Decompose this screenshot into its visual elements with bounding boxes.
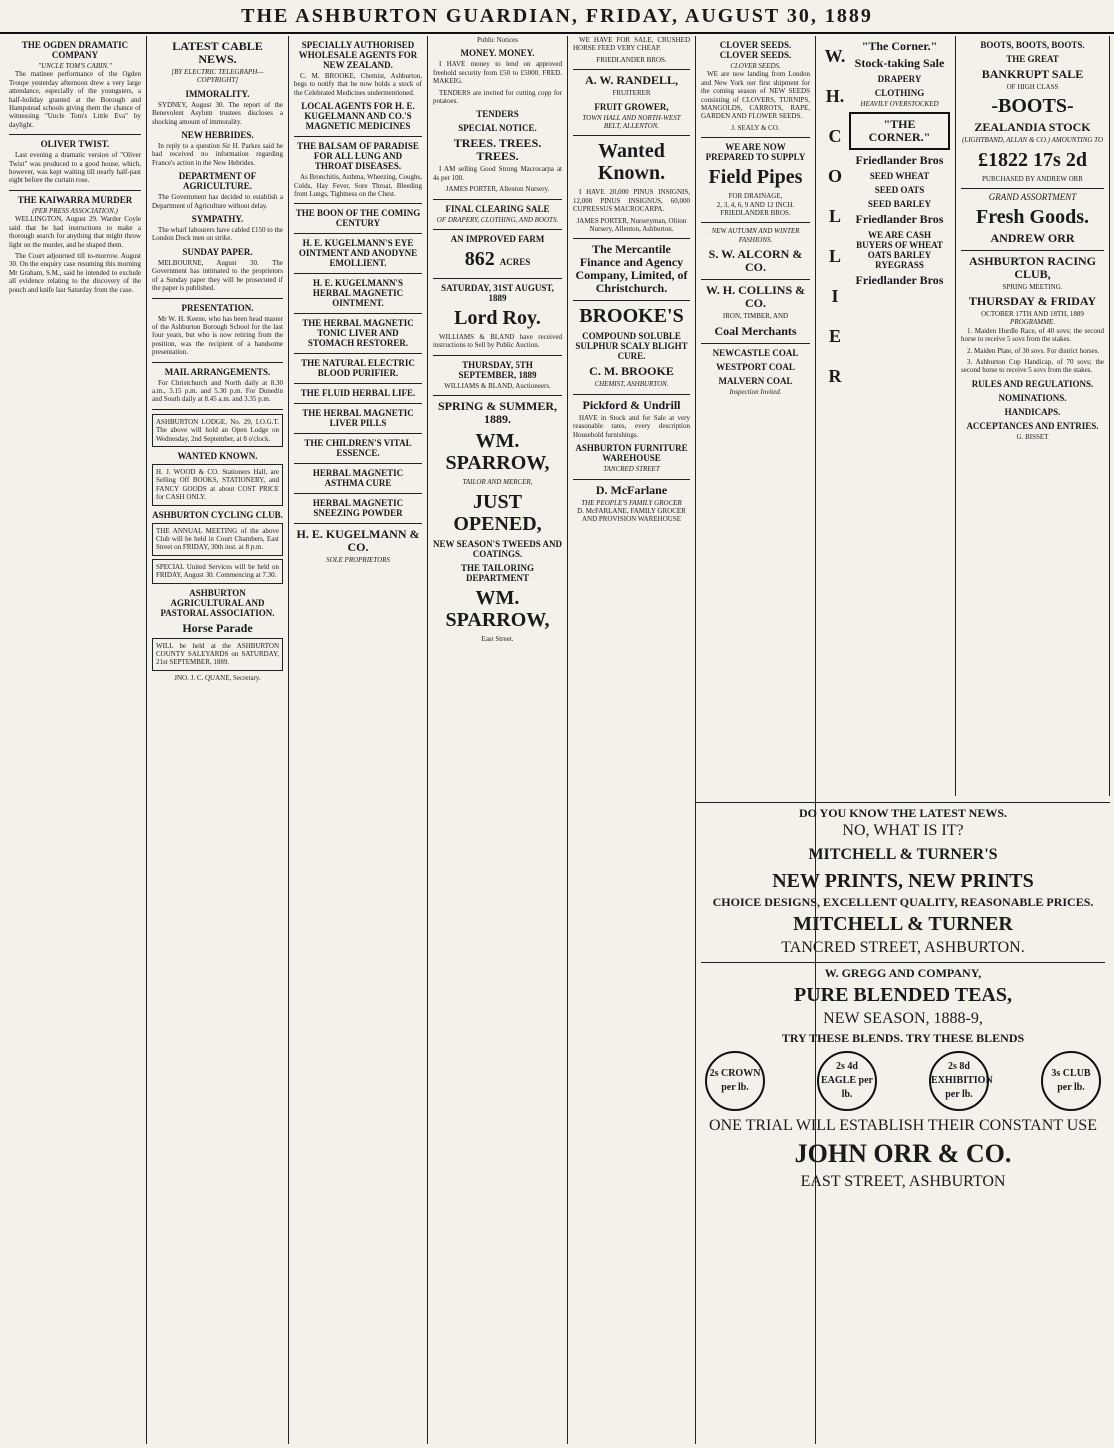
headline-alcorn: S. W. ALCORN & CO. [708, 247, 803, 275]
headline-kugelmann-agents: LOCAL AGENTS FOR H. E. KUGELMANN AND CO.'S MAGNETIC MEDICINES [301, 101, 415, 132]
masthead: THE ASHBURTON GUARDIAN, FRIDAY, AUGUST 30, 1889 [0, 0, 1114, 34]
headline-lord-roy: Lord Roy. [454, 307, 541, 330]
ad-lodge: ASHBURTON LODGE, No. 29, I.O.G.T. The above will hold an Open Lodge on Wednesday, 2nd September, at 8 o'clock. [152, 414, 283, 447]
headline-spring-summer: SPRING & SUMMER, 1889. [438, 399, 557, 427]
headline-money: MONEY. MONEY. [460, 48, 535, 59]
vertical-letter: O [827, 166, 842, 186]
headline-fruit-grower: FRUIT GROWER, [594, 101, 669, 112]
vertical-letter: H. [825, 86, 845, 106]
headline-westport: WESTPORT COAL [716, 361, 795, 372]
headline-clothing: CLOTHING [874, 88, 925, 98]
subhead-east-street: EAST STREET, ASHBURTON [800, 1173, 1006, 1190]
headline-prepared: WE ARE NOW PREPARED TO SUPPLY [705, 142, 806, 163]
ad-services: SPECIAL United Services will be held on FRIDAY, August 30. Commencing at 7.30. [152, 559, 283, 584]
article-text: The wharf labourers have cabled £150 to the London Dock men on strike. [152, 226, 283, 243]
tea-price-coins [705, 1051, 1101, 1111]
article-text: For Christchurch and North daily at 8.30 a.m., 3.15 p.m. and 5.30 p.m. For Dunedin and South daily at 8.45 a.m. and 3.35 p.m. [152, 378, 283, 404]
headline-boots-big: -BOOTS- [991, 95, 1074, 118]
headline-field-pipes: Field Pipes [708, 166, 803, 189]
headline-just-opened: JUST OPENED, [453, 490, 542, 535]
headline-john-orr: JOHN ORR & CO. [794, 1139, 1012, 1168]
headline-ogden: THE OGDEN DRAMATIC COMPANY [21, 40, 129, 60]
subhead-tailor: TAILOR AND MERCER, [462, 478, 533, 487]
headline-liver-pills: THE HERBAL MAGNETIC LIVER PILLS [302, 408, 414, 429]
article-text: The Government has decided to establish a Department of Agriculture without delay. [152, 193, 283, 210]
headline-boon: THE BOON OF THE COMING CENTURY [295, 208, 421, 229]
signature: D. McFARLANE, FAMILY GROCER AND PROVISION WAREHOUSE [577, 506, 686, 524]
subhead-purchased: PURCHASED BY ANDREW ORR [982, 174, 1083, 183]
headline-seed-barley: SEED BARLEY [867, 199, 932, 210]
collier-vertical [821, 36, 849, 396]
acres-label: ACRES [499, 257, 531, 268]
headline-teas: PURE BLENDED TEAS, [793, 984, 1013, 1006]
headline-agents: SPECIALLY AUTHORISED WHOLESALE AGENTS FOR NEW ZEALAND. [298, 40, 418, 70]
headline-wanted-known: Wanted Known. [597, 140, 666, 185]
headline-thursday-friday: THURSDAY & FRIDAY [968, 294, 1097, 309]
headline-tenders: TENDERS [476, 109, 519, 120]
headline-programme: PROGRAMME. [1010, 318, 1055, 327]
subhead-tancred: TANCRED STREET [603, 465, 660, 474]
headline-mitchell: MITCHELL & TURNER'S [808, 846, 998, 863]
subhead-fruiterer: FRUITERER [612, 89, 651, 98]
subhead-telegraph: [BY ELECTRIC TELEGRAPH—COPYRIGHT] [171, 68, 264, 85]
signature: G. BISSET [1016, 432, 1049, 441]
headline-fresh-goods: Fresh Goods. [976, 205, 1089, 228]
headline-zealandia: ZEALANDIA STOCK [974, 120, 1091, 135]
race-item: 3. Ashburton Cup Handicap, of 70 sovs; the second horse to receive 5 sovs from the stakes. [961, 358, 1104, 375]
headline-mcfarlane: D. McFarlane [595, 482, 668, 497]
signature: JNO. J. C. QUANE, Secretary. [174, 673, 261, 682]
headline-blood-purifier: THE NATURAL ELECTRIC BLOOD PURIFIER. [301, 358, 415, 379]
race-item: 1. Maiden Hurdle Race, of 40 sovs; the second horse to receive 5 sovs from the stakes. [961, 326, 1104, 344]
amount: £1822 17s 2d [978, 148, 1087, 171]
subhead-tancred: TANCRED STREET, ASHBURTON. [781, 939, 1025, 956]
headline-seed-oats: SEED OATS [874, 185, 925, 196]
headline-choice: CHOICE DESIGNS, EXCELLENT QUALITY, REASONABLE PRICES. [712, 895, 1094, 909]
headline-fluid: THE FLUID HERBAL LIFE. [300, 388, 416, 399]
headline-balsam: THE BALSAM OF PARADISE FOR ALL LUNG AND THROAT DISEASES. [297, 141, 419, 172]
headline-andrew-orr: ANDREW ORR [990, 230, 1075, 245]
article-text: In reply to a question Sir H. Parkes said he had received no information regarding France's action in the New Hebrides. [152, 142, 283, 167]
headline-immorality: IMMORALITY. [185, 88, 250, 99]
ad-text: I HAVE money to lend on approved freehold security from £50 to £5000. FRED. MAKEIG. [433, 60, 562, 86]
column-8 [956, 36, 1110, 796]
subhead-season: NEW SEASON, 1888-9, [823, 1010, 983, 1027]
coin-eagle: 2s 4d EAGLE per lb. [817, 1051, 877, 1111]
subhead-grocer: THE PEOPLE'S FAMILY GROCER [581, 498, 682, 507]
headline-saturday: SATURDAY, 31ST AUGUST, 1889 [441, 283, 554, 304]
newspaper-columns [4, 36, 1110, 1444]
vertical-letter: R [828, 366, 842, 386]
subhead-chemist: CHEMIST, ASHBURTON. [594, 380, 669, 389]
headline-racing-club: ASHBURTON RACING CLUB, [968, 253, 1097, 281]
headline-sparrow-2: WM. SPARROW, [445, 586, 550, 631]
ad-text: WE are now landing from London and New York our first shipment for the coming season of NEW SEEDS consisting of CLOVERS, TURNIPS, MANGOLDS, CARROTS, RAPE, GARDEN AND FLOWER SEEDS. [701, 70, 810, 121]
headline-herbal-ointment: H. E. KUGELMANN'S HERBAL MAGNETIC OINTMENT. [312, 278, 404, 309]
headline-clover: CLOVER SEEDS. CLOVER SEEDS. [719, 40, 792, 60]
subhead-proprietors: SOLE PROPRIETORS [326, 556, 390, 565]
subhead-uncle-tom: "UNCLE TOM'S CABIN." [38, 62, 112, 70]
headline-malvern: MALVERN COAL [718, 375, 793, 386]
headline-boots: BOOTS, BOOTS, BOOTS. [980, 40, 1085, 50]
headline-handicaps: HANDICAPS. [1004, 406, 1061, 417]
signature: FRIEDLANDER BROS. [596, 55, 667, 64]
article-text: SYDNEY, August 30. The report of the Benevolent Asylum trustees discloses a shocking amount of immorality. [152, 100, 283, 126]
race-item: 2. Maiden Plate, of 30 sovs. For district horses. [967, 346, 1100, 355]
address: East Street. [481, 634, 514, 643]
ad-text: I HAVE 20,000 PINUS INSIGNIS, 12,000 PINUS INSIGNUS, 60,000 CUPRESSUS MACROCARPA. [573, 188, 690, 214]
headline-mercantile: The Mercantile Finance and Agency Company, Limited, of Christchurch. [575, 242, 688, 296]
headline-mail: MAIL ARRANGEMENTS. [164, 366, 271, 377]
headline-kugelmann: H. E. KUGELMANN & CO. [296, 527, 420, 555]
section-public-notices: Public Notices [476, 36, 519, 44]
subhead-what: NO, WHAT IS IT? [842, 822, 964, 839]
headline-coal: Coal Merchants [714, 323, 797, 338]
headline-mitchell-turner: MITCHELL & TURNER [793, 913, 1013, 935]
headline-new-hebrides: NEW HEBRIDES. [181, 130, 254, 141]
headline-sympathy: SYMPATHY. [191, 214, 244, 225]
subhead-sulphur: COMPOUND SOLUBLE SULPHUR SCALY BLIGHT CURE. [575, 331, 688, 362]
subhead-iron: IRON, TIMBER, AND [722, 312, 789, 321]
headline-kaiwarra: THE KAIWARRA MURDER [17, 194, 133, 205]
subhead-high-class: OF HIGH CLASS [1006, 83, 1059, 91]
vertical-letter: W. [824, 46, 846, 66]
headline-sparrow: WM. SPARROW, [445, 430, 550, 475]
headline-horse-parade: Horse Parade [182, 620, 253, 635]
headline-agriculture: DEPARTMENT OF AGRICULTURE. [178, 171, 257, 192]
headline-vital-essence: THE CHILDREN'S VITAL ESSENCE. [304, 438, 412, 459]
column-5 [568, 36, 696, 1444]
headline-rules: RULES AND REGULATIONS. [971, 378, 1094, 389]
headline-drapery: DRAPERY [877, 74, 922, 84]
subhead-lightband: (LIGHTBAND, ALLAN & CO.) AMOUNTING TO [962, 136, 1103, 145]
bottom-ad-block [696, 802, 1110, 1444]
headline-try-blends: TRY THESE BLENDS. TRY THESE BLENDS [781, 1031, 1025, 1045]
headline-asthma: HERBAL MAGNETIC ASTHMA CURE [312, 468, 404, 489]
ad-text: I AM selling Good Strong Macrocarpa at 4s per 100. [433, 165, 562, 182]
headline-clearing-sale: FINAL CLEARING SALE [445, 203, 550, 214]
subhead-drainage: FOR DRAINAGE, [728, 192, 783, 201]
headline-tweeds: NEW SEASON'S TWEEDS AND COATINGS. [433, 538, 562, 559]
article-text: C. M. BROOKE, Chemist, Ashburton, begs to notify that he now holds a stock of the Celebrated Medicines undermentioned. [294, 72, 422, 97]
headline-eye-ointment: H. E. KUGELMANN'S EYE OINTMENT AND ANODYNE EMOLLIENT. [298, 238, 418, 269]
headline-friedlander-1: Friedlander Bros [855, 153, 944, 168]
article-text: MELBOURNE, August 30. The Government has intimated to the proprietors of a Sunday paper they will be prosecuted if the paper is published. [152, 258, 283, 293]
headline-friedlander-2: Friedlander Bros [855, 212, 944, 227]
vertical-letter: C [828, 126, 842, 146]
vertical-letter: L [828, 246, 841, 266]
article-text: WELLINGTON, August 29. Warder Coyle said that he had instructions to make a thorough search for anything that might throw light on the murder, and he shaped them. [9, 215, 141, 249]
article-text: Last evening a dramatic version of "Oliver Twist" was produced to a good house, which, however, was kept waiting till nearly half-past eight before the curtain rose. [9, 151, 141, 185]
signature: JAMES PORTER, Nurseryman, Oliton Nursery, Allenton, Ashburton. [576, 216, 687, 234]
ad-text: TENDERS are invited for cutting copp for potatoes. [433, 88, 562, 106]
headline-tailoring: THE TAILORING DEPARTMENT [461, 562, 534, 583]
headline-randell: A. W. RANDELL, [584, 73, 679, 88]
headline-gregg: W. GREGG AND COMPANY, [824, 966, 982, 980]
coin-club: 3s CLUB per lb. [1041, 1051, 1101, 1111]
headline-collins: W. H. COLLINS & CO. [705, 283, 806, 311]
farm-acres [433, 248, 562, 273]
column-1 [4, 36, 147, 1444]
ad-horse-parade: WILL be held at the ASHBURTON COUNTY SALEYARDS on SATURDAY, 21st SEPTEMBER, 1889. [152, 638, 283, 671]
article-text: The matinee performance of the Ogden Troupe yesterday afternoon drew a very large attendance, especially of the youngsters, a half-holiday granted at the Borough and Hampstead schools giving them the chance of witnessing "Uncle Tom's Little Eva" by daylight. [9, 70, 141, 129]
coin-crown: 2s CROWN per lb. [705, 1051, 765, 1111]
headline-special-notice: SPECIAL NOTICE. [458, 123, 537, 134]
headline-grand: GRAND ASSORTMENT [988, 192, 1077, 203]
column-7 [816, 36, 956, 796]
headline-presentation: PRESENTATION. [181, 302, 254, 313]
ad-cycling: THE ANNUAL MEETING of the above Club will be held in Court Chambers, East Street on FRIDAY, 30th inst. at 8 p.m. [152, 523, 283, 556]
headline-the-corner: "THE CORNER." [849, 112, 950, 150]
headline-furniture: ASHBURTON FURNITURE WAREHOUSE [575, 443, 688, 464]
headline-brookes: BROOKE'S [579, 305, 684, 328]
headline-sneezing: HERBAL MAGNETIC SNEEZING POWDER [312, 498, 404, 519]
headline-tonic: THE HERBAL MAGNETIC TONIC LIVER AND STOMACH RESTORER. [302, 318, 414, 349]
subhead-press: (PER PRESS ASSOCIATION.) [32, 206, 118, 215]
headline-bankrupt: BANKRUPT SALE [981, 67, 1084, 81]
signature: WILLIAMS & BLAND, Auctioneers. [444, 381, 551, 390]
headline-wanted-known: WANTED KNOWN. [177, 450, 258, 461]
column-2 [147, 36, 289, 1444]
coin-exhibition: 2s 8d EXHIBITION per lb. [929, 1051, 989, 1111]
headline-seed-wheat: SEED WHEAT [869, 171, 930, 182]
vertical-letter: I [831, 286, 839, 306]
subhead-spring: SPRING MEETING. [1002, 282, 1063, 291]
headline-agricultural: ASHBURTON AGRICULTURAL AND PASTORAL ASSOCIATION. [160, 587, 275, 618]
headline-latest-news: DO YOU KNOW THE LATEST NEWS. [798, 806, 1008, 820]
ad-text: WE HAVE FOR SALE, CRUSHED HORSE FEED VERY CHEAP. [573, 36, 690, 53]
signature: J. SEALY & CO. [731, 123, 780, 132]
headline-oliver-twist: OLIVER TWIST. [40, 139, 110, 150]
headline-the-great: THE GREAT [1006, 54, 1059, 64]
article-text: As Bronchitis, Asthma, Wheezing, Coughs, Colds, Hay Fever, Sore Throat, Bleeding from Lungs, Tightness on the Chest. [294, 173, 422, 199]
pipe-sizes: 2, 3, 4, 6, 9 AND 12 INCH. [716, 200, 795, 209]
headline-nominations: NOMINATIONS. [998, 392, 1067, 403]
headline-pickford: Pickford & Undrill [582, 397, 681, 412]
headline-trees: TREES. TREES. TREES. [453, 136, 542, 164]
headline-overstocked: HEAVILY OVERSTOCKED [860, 100, 939, 108]
headline-newcastle: NEWCASTLE COAL [712, 347, 799, 358]
column-3 [289, 36, 428, 1444]
headline-farm: AN IMPROVED FARM [450, 234, 545, 245]
headline-cable-news: LATEST CABLE NEWS. [172, 39, 263, 66]
signature: JAMES PORTER, Allenton Nursery. [445, 185, 550, 194]
headline-corner: "The Corner." [861, 39, 938, 53]
subhead-one-trial: ONE TRIAL WILL ESTABLISH THEIR CONSTANT USE [709, 1117, 1097, 1134]
headline-fashions: NEW AUTUMN AND WINTER FASHIONS. [711, 227, 800, 244]
subhead-drapery: OF DRAPERY, CLOTHING, AND BOOTS. [436, 215, 559, 224]
headline-brooke-chemist: C. M. BROOKE [589, 364, 674, 379]
vertical-letter: E [828, 326, 841, 346]
signature: FRIEDLANDER BROS. [720, 209, 791, 218]
ad-text: WILLIAMS & BLAND have received instructions to Sell by Public Auction. [433, 333, 562, 350]
subhead-town-hall: TOWN HALL AND NORTH-WEST BELT, ALLENTON. [582, 113, 681, 131]
headline-cycling: ASHBURTON CYCLING CLUB. [152, 509, 283, 520]
acres-number: 862 [464, 248, 495, 271]
headline-acceptances: ACCEPTANCES AND ENTRIES. [966, 420, 1099, 431]
ad-wood: H. J. WOOD & CO. Stationers Hall, are Selling Off BOOKS, STATIONERY, and FANCY GOODS at about COST PRICE for CASH ONLY. [152, 464, 283, 506]
subhead-inspection: Inspection Invited. [729, 387, 782, 396]
column-4 [428, 36, 568, 1444]
article-text: The Court adjourned till to-morrow. August 30. On the enquiry case resuming this morning Mr Graham, S.M., said he intended to exclude all evidence relating to the discovery of the pouch and knife last Saturday from the case. [9, 251, 141, 294]
headline-cash-buyers: WE ARE CASH BUYERS OF WHEAT OATS BARLEY RYEGRASS [856, 230, 943, 271]
headline-thursday: THURSDAY, 5TH SEPTEMBER, 1889 [458, 359, 537, 380]
subhead-october: OCTOBER 17TH AND 18TH, 1889 [981, 310, 1084, 319]
ad-text: HAVE in Stock and for Sale at very reasonable rates, every description Household furnishings. [573, 413, 690, 439]
article-text: Mr W. H. Keene, who has been head master of the Ashburton Borough School for the last four years, but who is now retiring from the position, was the recipient of a handsome presentation. [152, 314, 283, 357]
vertical-letter: L [828, 206, 841, 226]
headline-stocktaking: Stock-taking Sale [854, 56, 945, 70]
subhead-clover: CLOVER SEEDS. [730, 62, 781, 70]
headline-new-prints: NEW PRINTS, NEW PRINTS [772, 870, 1034, 892]
headline-friedlander-3: Friedlander Bros [855, 273, 944, 288]
headline-sunday-paper: SUNDAY PAPER. [182, 246, 253, 257]
